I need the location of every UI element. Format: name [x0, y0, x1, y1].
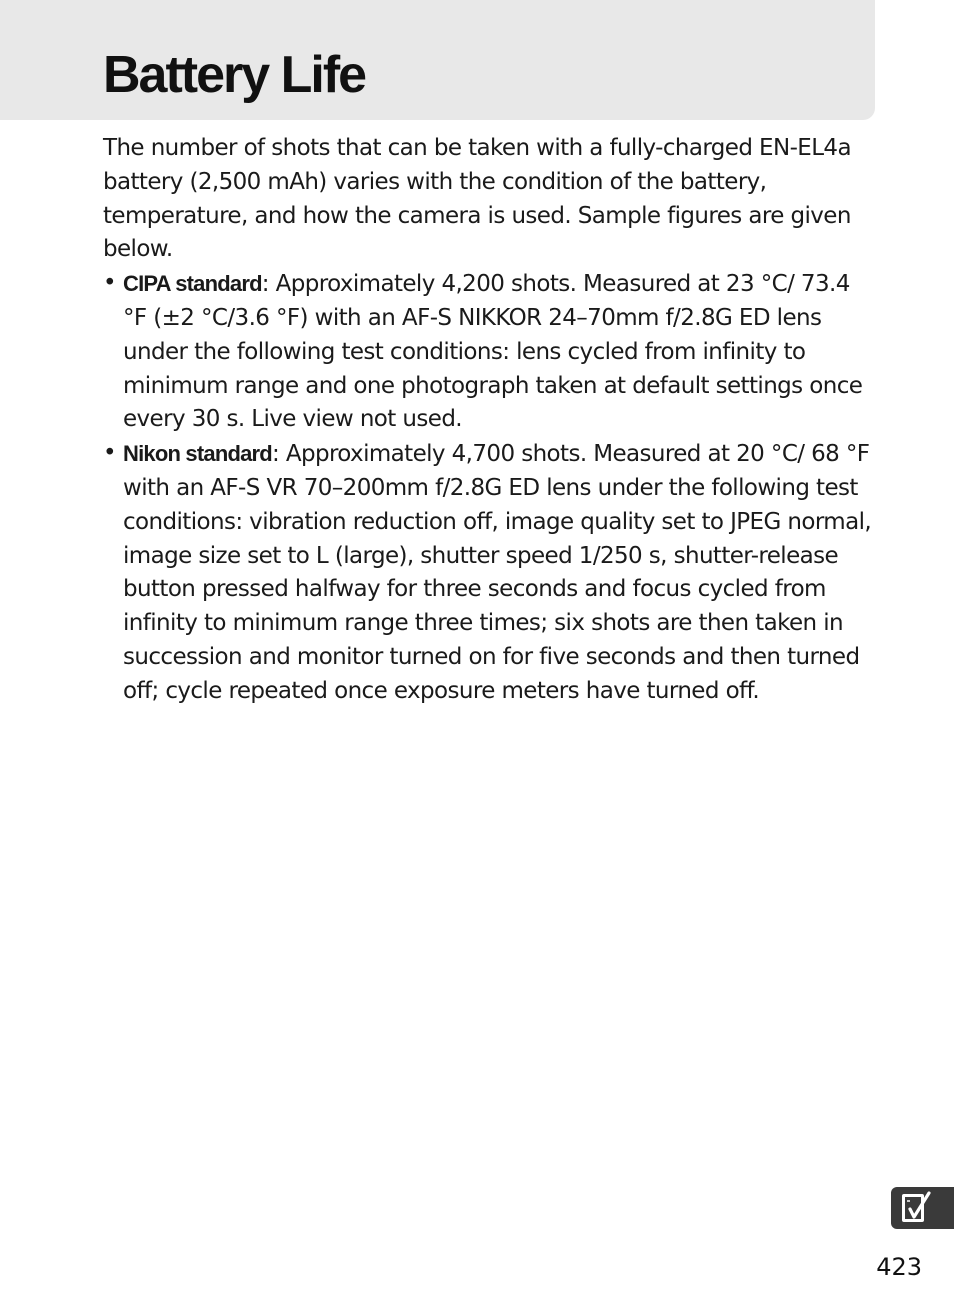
section-tab[interactable]: [891, 1187, 954, 1229]
page-number: 423: [876, 1253, 922, 1281]
bullet-marker: •: [103, 270, 116, 297]
notes-checkmark-icon: [891, 1214, 954, 1233]
bullet-marker: •: [103, 440, 116, 467]
intro-paragraph: The number of shots that can be taken with a fully-charged EN-EL4a battery (2,500 mAh) varies with the condition of the battery, temperature, and how the camera is used. Sample figures are given below.: [103, 135, 851, 263]
bullet-text: Approximately 4,700 shots. Measured at 20 °C/ 68 °F with an AF-S VR 70–200mm f/2.8G ED lens under the following test conditions: vibration reduction off, image quality set to JPEG normal, image size set to L (large), shutter speed 1/250 s, shutter-release button pressed halfway for three seconds and focus cycled from infinity to minimum range three times; six shots are then taken in succession and monitor turned on for five seconds and then turned off; cycle repeated once exposure meters have turned off.: [123, 441, 872, 704]
bullet-term: CIPA standard: [123, 271, 262, 297]
bullet-text: Approximately 4,200 shots. Measured at 23 °C/ 73.4 °F (±2 °C/3.6 °F) with an AF-S NIKKOR 24–70mm f/2.8G ED lens under the following test conditions: lens cycled from infinity to minimum range and one photograph taken at default settings once every 30 s. Live view not used.: [123, 271, 863, 433]
list-item: [103, 437, 875, 708]
body-content: [103, 132, 875, 709]
page-title: Battery Life: [103, 46, 366, 104]
list-item: [103, 267, 875, 437]
bullet-separator: :: [261, 271, 276, 298]
bullet-list: [103, 267, 875, 708]
bullet-term: Nikon standard: [123, 441, 272, 467]
bullet-separator: :: [271, 441, 286, 468]
